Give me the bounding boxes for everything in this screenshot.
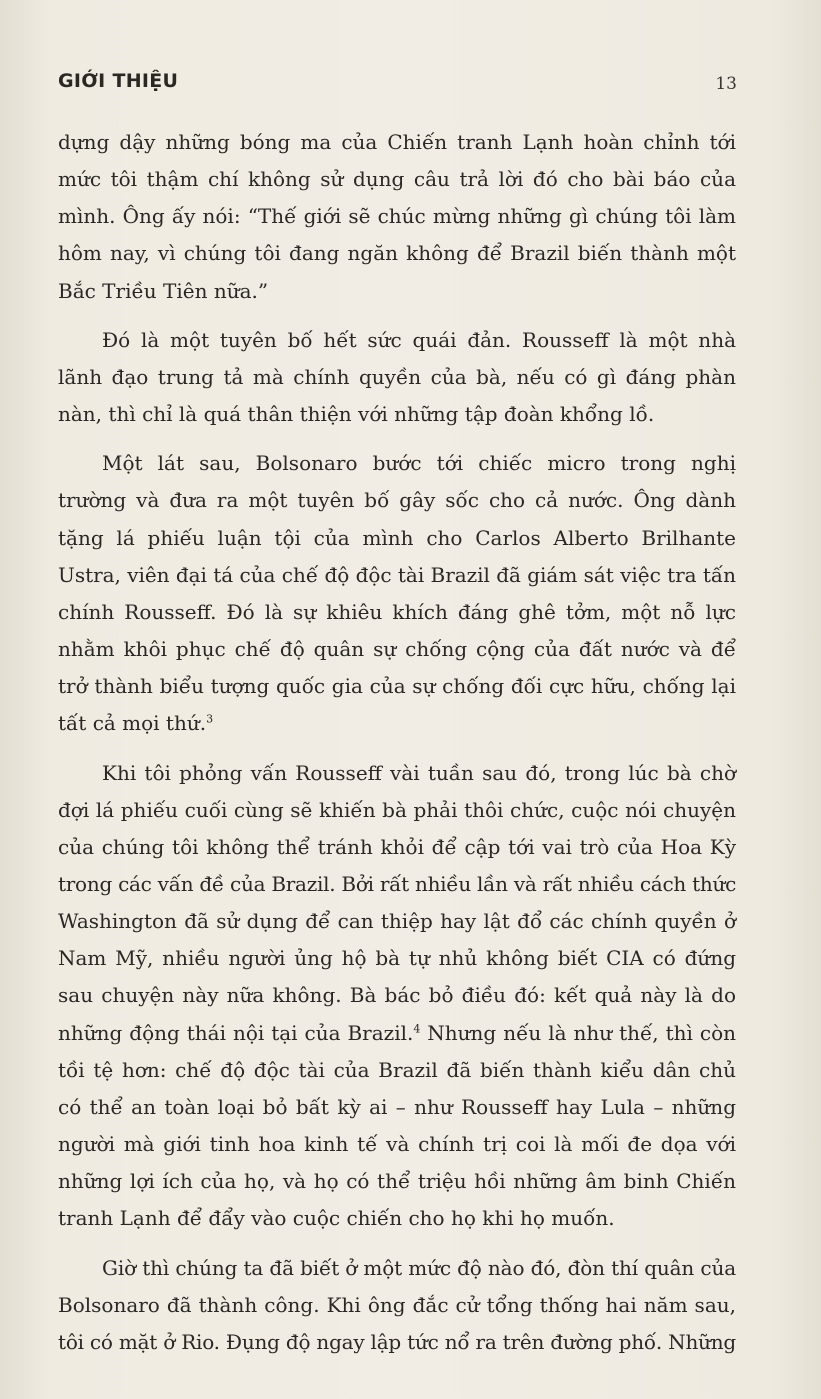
text-line: nàn, thì chỉ là quá thân thiện với những tập đoàn khổng lồ. <box>58 402 655 427</box>
text-line: Đó là một tuyên bố hết sức quái đản. Rousseff là một nhà <box>102 327 736 352</box>
text-line: mức tôi thậm chí không sử dụng câu trả lời đó cho bài báo của <box>58 167 736 192</box>
text-line <box>58 1015 736 1052</box>
footnote-marker: 4 <box>413 1021 421 1035</box>
text-line: tồi tệ hơn: chế độ độc tài của Brazil đã biến thành kiểu dân chủ <box>58 1057 736 1082</box>
text-line: có thể an toàn loại bỏ bất kỳ ai – như Rousseff hay Lula – những <box>58 1094 736 1119</box>
text-line: trường và đưa ra một tuyên bố gây sốc cho cả nước. Ông dành <box>58 488 736 513</box>
text-line: Một lát sau, Bolsonaro bước tới chiếc micro trong nghị <box>102 451 736 476</box>
paragraph <box>58 755 736 1238</box>
text-line: Khi tôi phỏng vấn Rousseff vài tuần sau đó, trong lúc bà chờ <box>102 760 736 785</box>
text-line: tặng lá phiếu luận tội của mình cho Carlos Alberto Brilhante <box>58 525 736 550</box>
text-line: mình. Ông ấy nói: “Thế giới sẽ chúc mừng những gì chúng tôi làm <box>58 204 736 229</box>
text-line: hôm nay, vì chúng tôi đang ngăn không để Brazil biến thành một <box>58 241 736 266</box>
paragraph <box>58 445 736 742</box>
section-title: GIỚI THIỆU <box>58 70 179 92</box>
text-line: Ustra, viên đại tá của chế độ độc tài Brazil đã giám sát việc tra tấn <box>58 562 736 587</box>
text-line: chính Rousseff. Đó là sự khiêu khích đáng ghê tởm, một nỗ lực <box>58 599 736 624</box>
text-line: người mà giới tinh hoa kinh tế và chính trị coi là mối đe dọa với <box>58 1132 736 1157</box>
paragraph <box>58 1250 736 1361</box>
text-line: tôi có mặt ở Rio. Đụng độ ngay lập tức nổ ra trên đường phố. Những <box>58 1329 736 1354</box>
text-line <box>58 705 736 742</box>
page-number: 13 <box>715 74 737 94</box>
text-line: nhằm khôi phục chế độ quân sự chống cộng của đất nước và để <box>58 637 736 662</box>
text-line: Bắc Triều Tiên nữa.” <box>58 278 269 303</box>
text-line: trở thành biểu tượng quốc gia của sự chống đối cực hữu, chống lại <box>58 674 736 699</box>
text-line: Washington đã sử dụng để can thiệp hay lật đổ các chính quyền ở <box>58 909 736 934</box>
text-line: trong các vấn đề của Brazil. Bởi rất nhiều lần và rất nhiều cách thức <box>58 871 737 896</box>
body-text <box>58 124 736 1373</box>
text-fragment: những động thái nội tại của Brazil. <box>58 1020 414 1045</box>
text-line: đợi lá phiếu cuối cùng sẽ khiến bà phải thôi chức, cuộc nói chuyện <box>58 797 736 822</box>
text-fragment: Nhưng nếu là như thế, thì còn <box>420 1020 736 1045</box>
text-line: lãnh đạo trung tả mà chính quyền của bà, nếu có gì đáng phàn <box>58 364 736 389</box>
text-fragment: tất cả mọi thứ. <box>58 711 207 736</box>
text-line: của chúng tôi không thể tránh khỏi để cập tới vai trò của Hoa Kỳ <box>58 834 736 859</box>
text-line: những lợi ích của họ, và họ có thể triệu hồi những âm binh Chiến <box>58 1169 736 1194</box>
text-line: sau chuyện này nữa không. Bà bác bỏ điều đó: kết quả này là do <box>58 983 736 1008</box>
text-line: tranh Lạnh để đẩy vào cuộc chiến cho họ khi họ muốn. <box>58 1206 615 1231</box>
paragraph <box>58 124 736 310</box>
text-line: dựng dậy những bóng ma của Chiến tranh Lạnh hoàn chỉnh tới <box>58 130 736 154</box>
text-line: Nam Mỹ, nhiều người ủng hộ bà tự nhủ không biết CIA có đứng <box>58 946 736 971</box>
footnote-marker: 3 <box>206 712 214 726</box>
text-line: Bolsonaro đã thành công. Khi ông đắc cử tổng thống hai năm sau, <box>58 1292 736 1317</box>
paragraph <box>58 322 736 433</box>
text-line: Giờ thì chúng ta đã biết ở một mức độ nào đó, đòn thí quân của <box>102 1255 736 1280</box>
